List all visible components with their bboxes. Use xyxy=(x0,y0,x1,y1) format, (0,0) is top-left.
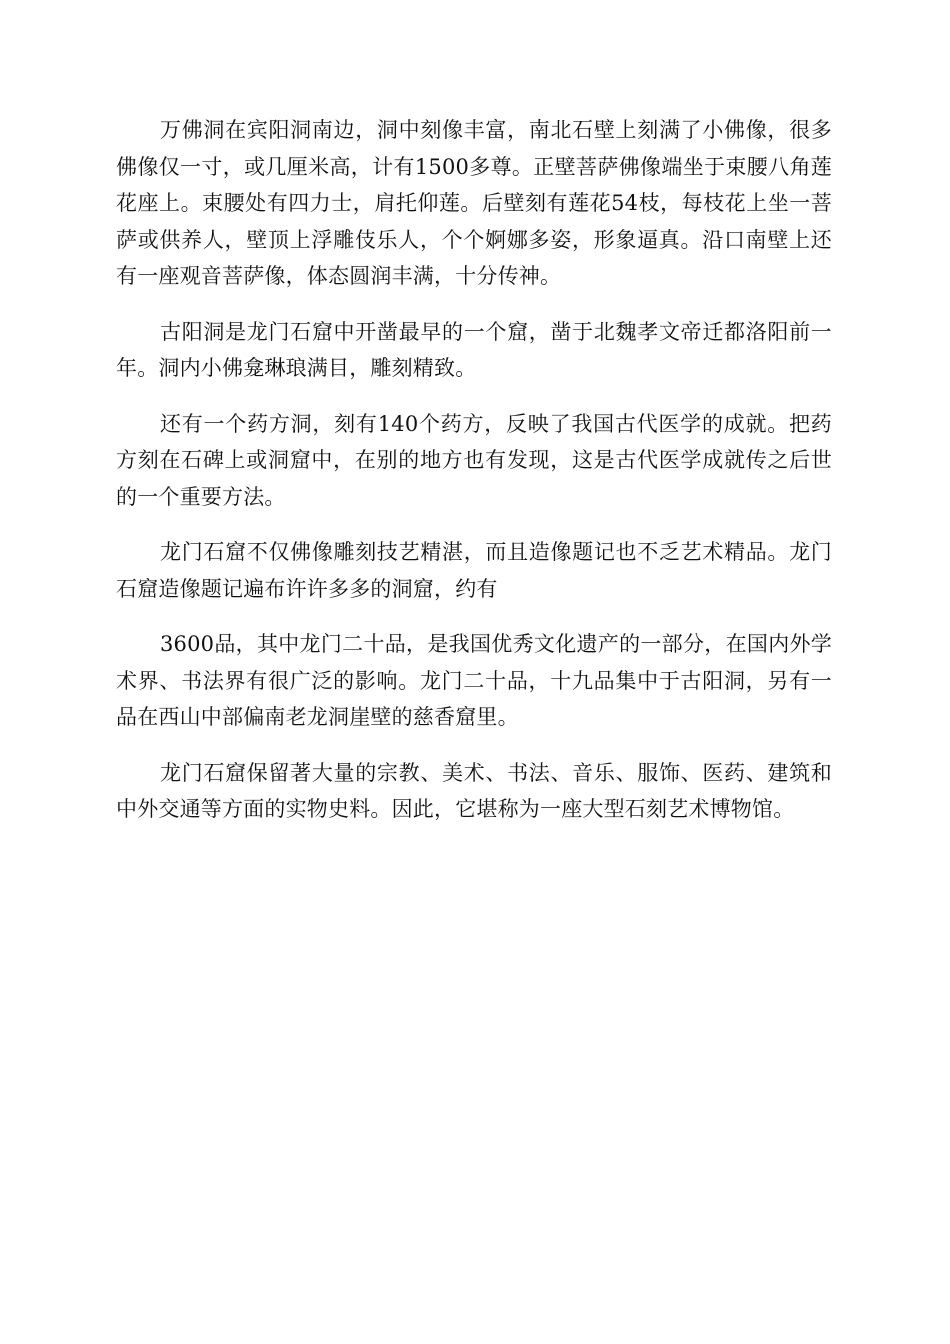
paragraph-longmen-twenty: 3600品，其中龙门二十品，是我国优秀文化遗产的一部分，在国内外学术界、书法界有很广泛的影响。龙门二十品，十九品集中于古阳洞，另有一品在西山中部偏南老龙洞崖壁的慈香窟里。 xyxy=(116,632,832,729)
paragraph-conclusion: 龙门石窟保留著大量的宗教、美术、书法、音乐、服饰、医药、建筑和中外交通等方面的实物史料。因此，它堪称为一座大型石刻艺术博物馆。 xyxy=(116,760,832,821)
paragraph-yaofang-cave: 还有一个药方洞，刻有140个药方，反映了我国古代医学的成就。把药方刻在石碑上或洞窟中，在别的地方也有发现，这是古代医学成就传之后世的一个重要方法。 xyxy=(116,411,832,509)
document-body xyxy=(116,112,832,847)
paragraph-inscriptions: 龙门石窟不仅佛像雕刻技艺精湛，而且造像题记也不乏艺术精品。龙门石窟造像题记遍布许许多多的洞窟，约有 xyxy=(116,540,832,601)
paragraph-guyang-cave: 古阳洞是龙门石窟中开凿最早的一个窟，凿于北魏孝文帝迁都洛阳前一年。洞内小佛龛琳琅满目，雕刻精致。 xyxy=(116,319,832,380)
paragraph-wanfo-cave: 万佛洞在宾阳洞南边，洞中刻像丰富，南北石壁上刻满了小佛像，很多佛像仅一寸，或几厘米高，计有1500多尊。正壁菩萨佛像端坐于束腰八角莲花座上。束腰处有四力士，肩托仰莲。后壁刻有莲花54枝，每枝花上坐一菩萨或供养人，壁顶上浮雕伎乐人，个个婀娜多姿，形象逼真。沿口南壁上还有一座观音菩萨像，体态圆润丰满，十分传神。 xyxy=(116,118,832,288)
